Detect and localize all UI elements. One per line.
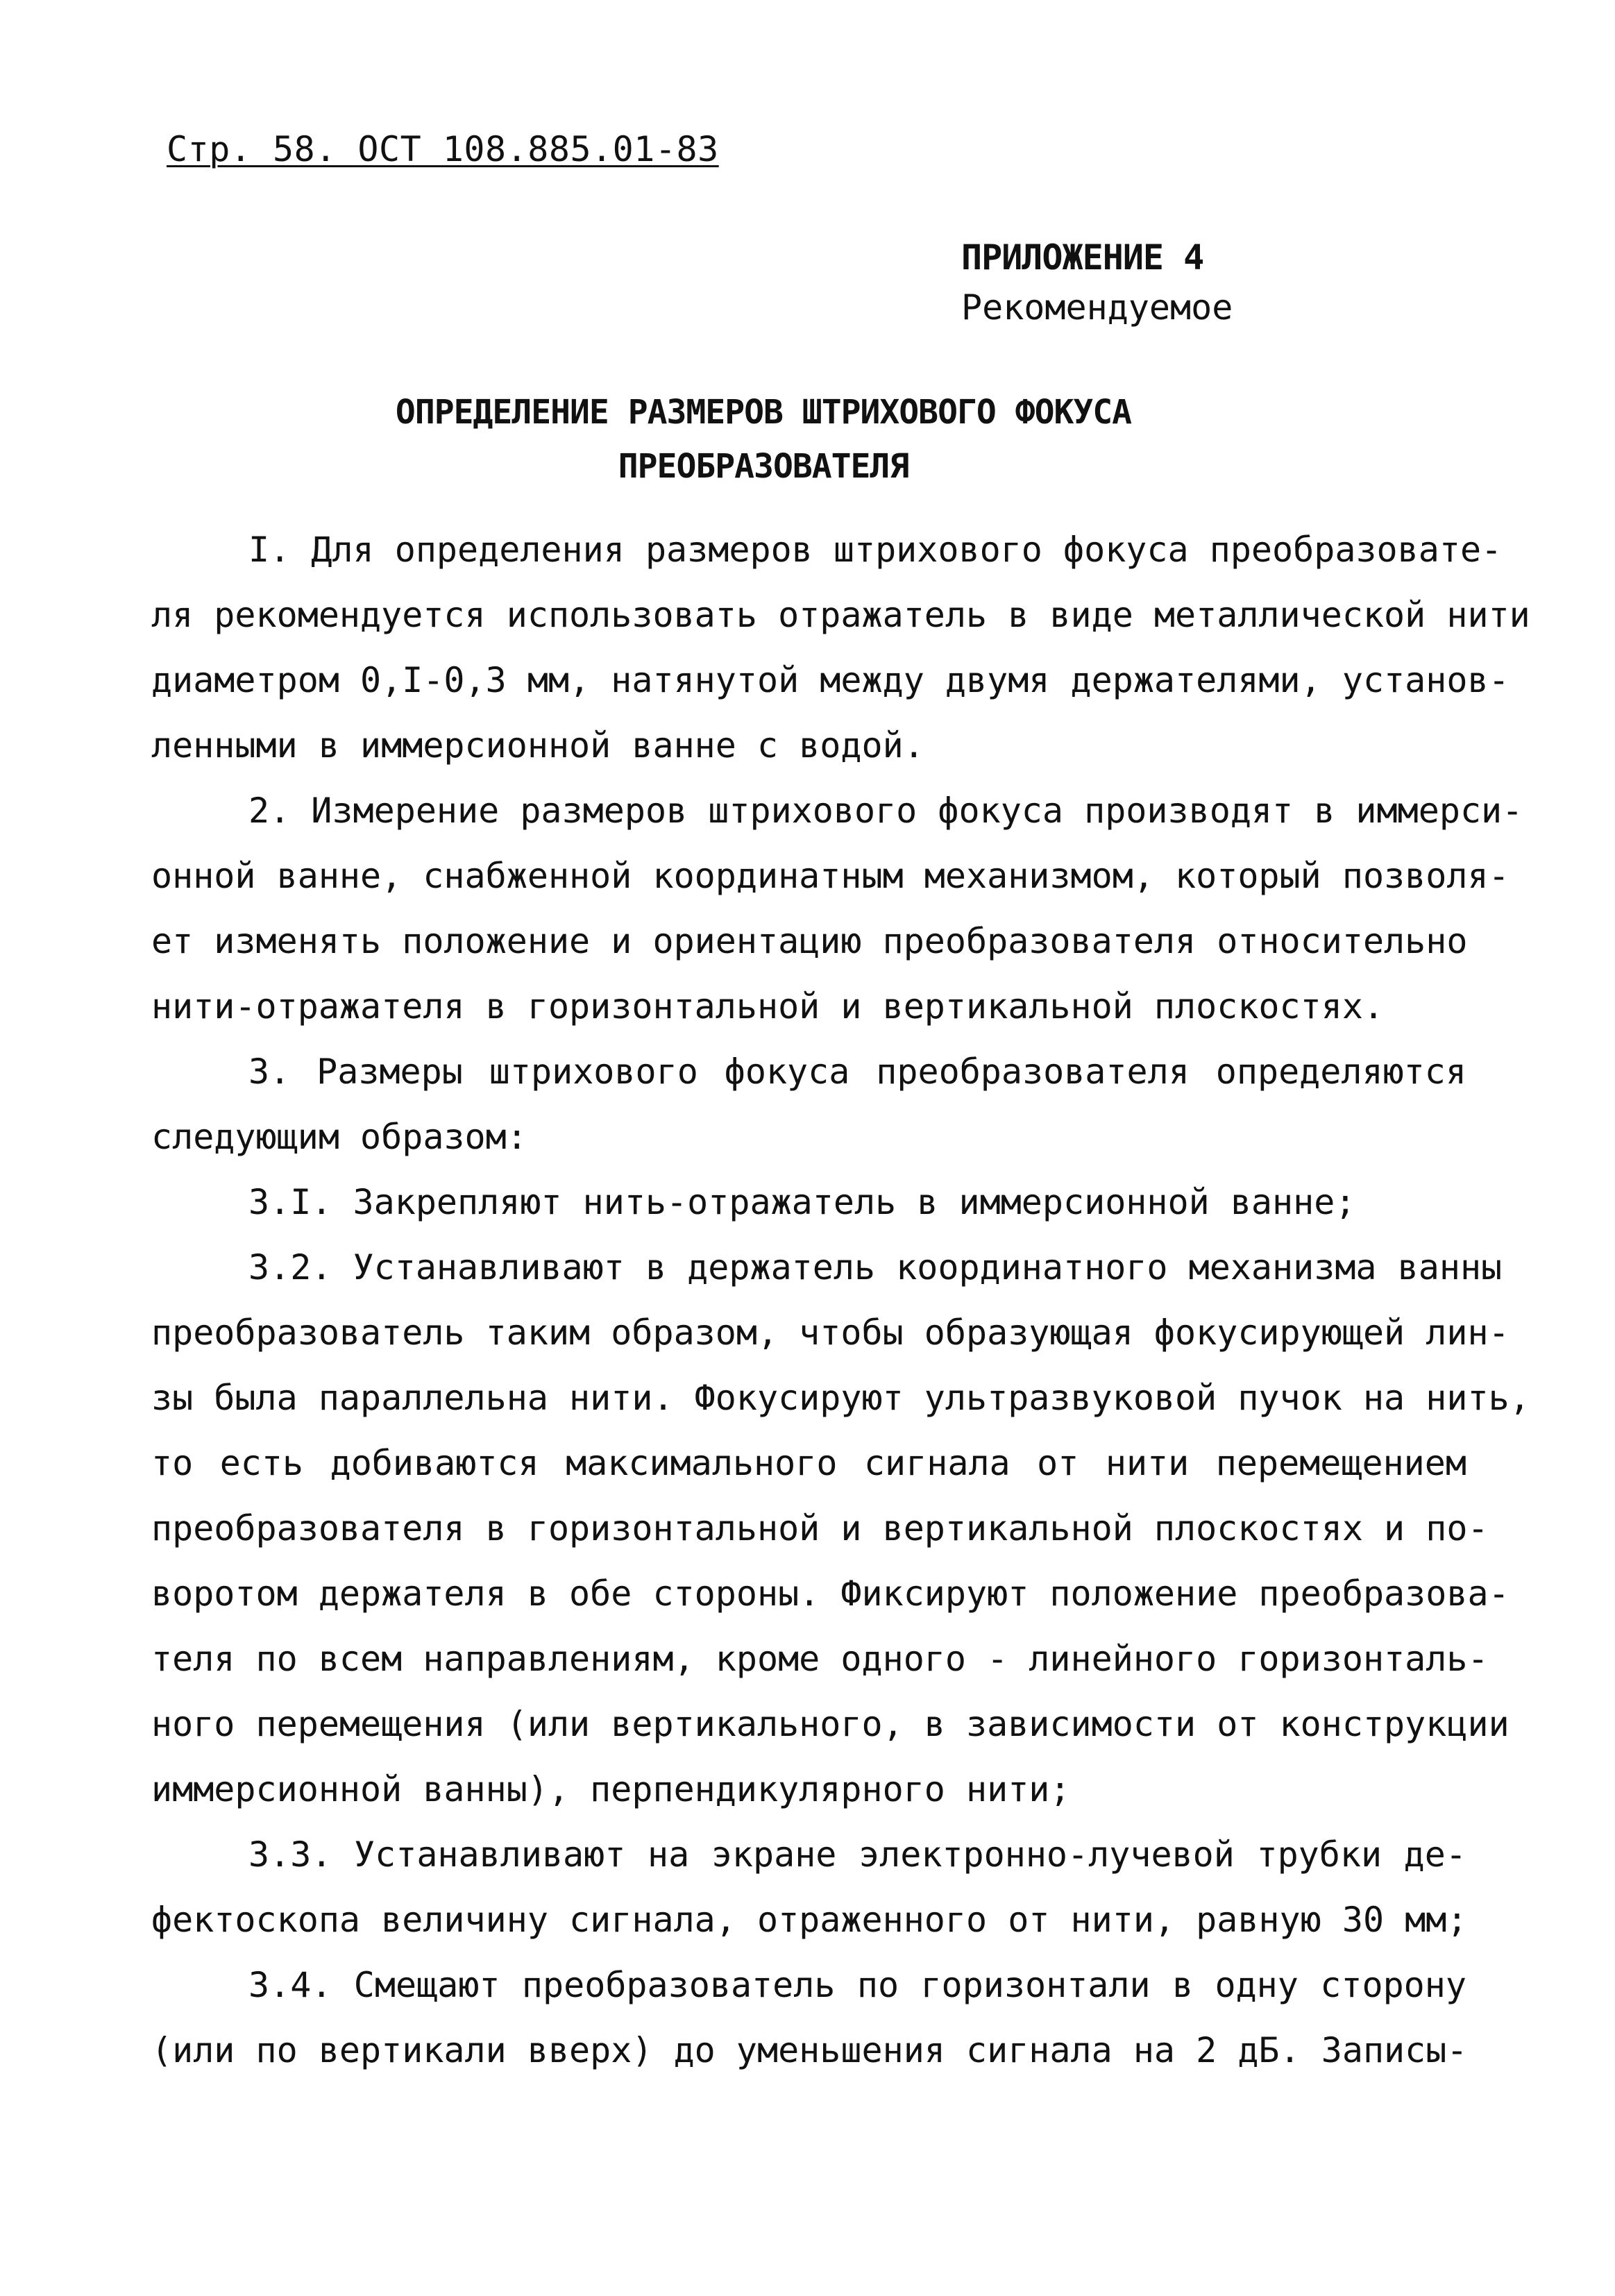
text-line: 3. Размеры штрихового фокуса преобразователя определяются	[248, 1052, 1466, 1092]
text-line: нити-отражателя в горизонтальной и вертикальной плоскостях.	[151, 986, 1385, 1027]
text-line: фектоскопа величину сигнала, отраженного от нити, равную 30 мм;	[151, 1900, 1468, 1940]
text-line: 3.3. Устанавливают на экране электронно-лучевой трубки де-	[248, 1834, 1466, 1875]
appendix-label: ПРИЛОЖЕНИЕ 4	[961, 237, 1204, 278]
title-line-1: ОПРЕДЕЛЕНИЕ РАЗМЕРОВ ШТРИХОВОГО ФОКУСА	[395, 393, 1132, 432]
text-line: диаметром 0,I-0,3 мм, натянутой между двумя держателями, установ-	[151, 660, 1510, 700]
text-line: преобразователя в горизонтальной и вертикальной плоскостях и по-	[151, 1508, 1489, 1548]
text-line: ного перемещения (или вертикального, в зависимости от конструкции	[151, 1704, 1510, 1744]
text-line: теля по всем направлениям, кроме одного - линейного горизонталь-	[151, 1639, 1489, 1679]
appendix-block	[961, 233, 1233, 332]
text-line: зы была параллельна нити. Фокусируют ультразвуковой пучок на нить,	[151, 1378, 1530, 1418]
appendix-status: Рекомендуемое	[961, 287, 1233, 328]
text-line: следующим образом:	[151, 1117, 527, 1157]
title-line-2: ПРЕОБРАЗОВАТЕЛЯ	[618, 447, 909, 486]
text-line: 3.4. Смещают преобразователь по горизонтали в одну сторону	[248, 1965, 1466, 2005]
text-line: (или по вертикали вверх) до уменьшения сигнала на 2 дБ. Записы-	[151, 2030, 1468, 2070]
text-line: ет изменять положение и ориентацию преобразователя относительно	[151, 921, 1468, 961]
text-line: иммерсионной ванны), перпендикулярного нити;	[151, 1769, 1071, 1809]
text-line: 3.I. Закрепляют нить-отражатель в иммерсионной ванне;	[248, 1182, 1356, 1222]
text-line: онной ванне, снабженной координатным механизмом, который позволя-	[151, 856, 1510, 896]
page-header-reference: Стр. 58. ОСТ 108.885.01-83	[167, 129, 719, 169]
text-line: ля рекомендуется использовать отражатель в виде металлической нити	[151, 595, 1530, 635]
text-line: 2. Измерение размеров штрихового фокуса производят в иммерси-	[248, 791, 1523, 831]
text-line: I. Для определения размеров штрихового фокуса преобразовате-	[248, 530, 1503, 570]
text-line: то есть добиваются максимального сигнала от нити перемещением	[151, 1443, 1466, 1483]
text-line: воротом держателя в обе стороны. Фиксируют положение преобразова-	[151, 1573, 1510, 1614]
text-line: ленными в иммерсионной ванне с водой.	[151, 725, 924, 766]
body-text	[151, 517, 1530, 2083]
text-line: 3.2. Устанавливают в держатель координатного механизма ванны	[248, 1247, 1503, 1288]
text-line: преобразователь таким образом, чтобы образующая фокусирующей лин-	[151, 1312, 1510, 1353]
document-title	[0, 385, 1527, 493]
